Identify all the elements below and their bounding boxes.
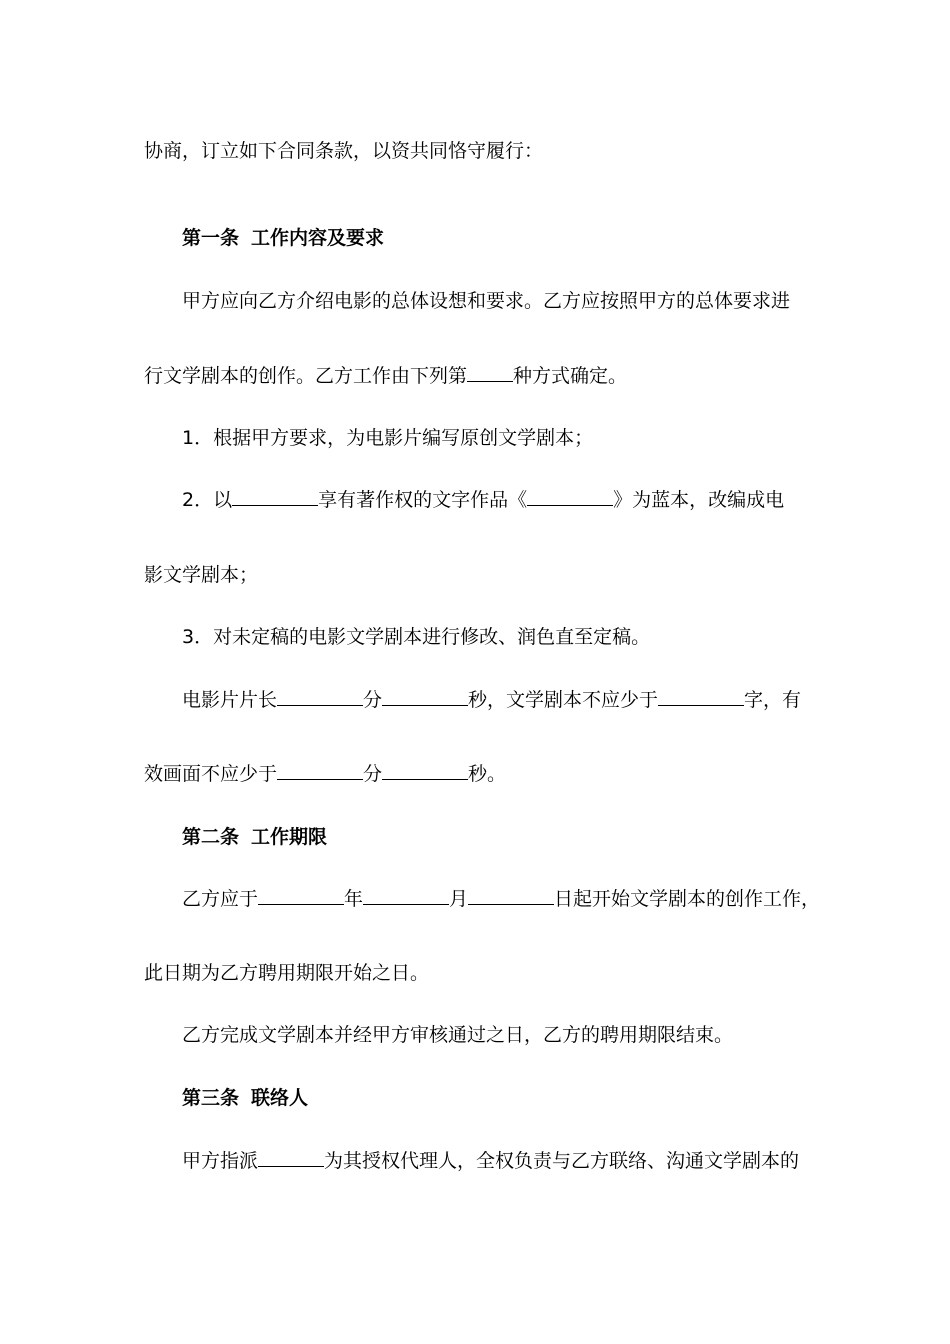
paragraph-text: 行文学剧本的创作。乙方工作由下列第 — [144, 365, 468, 387]
intro-text: 协商，订立如下合同条款，以资共同恪守履行： — [144, 140, 544, 162]
paragraph-text: 秒，文学剧本不应少于 — [468, 689, 659, 711]
article1-paragraph1-line1 — [182, 288, 790, 314]
item-text: 》为蓝本，改编成电 — [613, 489, 785, 511]
fill-blank-word-count — [658, 687, 744, 706]
article3-paragraph1-line1 — [182, 1148, 799, 1174]
paragraph-text: 甲方应向乙方介绍电影的总体设想和要求。乙方应按照甲方的总体要求进 — [182, 290, 791, 312]
paragraph-text: 分 — [363, 763, 383, 785]
paragraph-text: 种方式确定。 — [513, 365, 628, 387]
article1-paragraph2-line1 — [182, 687, 801, 713]
item-text: 2．以 — [182, 489, 233, 511]
paragraph-text: 月 — [449, 888, 469, 910]
item-text: 影文学剧本； — [144, 564, 259, 586]
paragraph-text: 字，有 — [744, 689, 802, 711]
fill-blank-method — [467, 363, 513, 382]
intro-line — [144, 138, 543, 164]
article1-item2-line1 — [182, 487, 784, 513]
item-text: 享有著作权的文字作品《 — [318, 489, 528, 511]
article1-paragraph2-line2 — [144, 761, 506, 787]
paragraph-text: 为其授权代理人，全权负责与乙方联络、沟通文学剧本的 — [324, 1150, 800, 1172]
article1-title: 工作内容及要求 — [251, 227, 385, 249]
article2-number: 第二条 — [182, 826, 240, 848]
fill-blank-month — [363, 886, 449, 905]
paragraph-text: 年 — [344, 888, 364, 910]
paragraph-text: 甲方指派 — [182, 1150, 259, 1172]
fill-blank-seconds — [382, 687, 468, 706]
paragraph-text: 分 — [363, 689, 383, 711]
paragraph-text: 秒。 — [468, 763, 507, 785]
paragraph-text: 乙方完成文学剧本并经甲方审核通过之日，乙方的聘用期限结束。 — [182, 1024, 734, 1046]
fill-blank-copyright-owner — [232, 487, 318, 506]
article2-paragraph2 — [182, 1022, 733, 1048]
item-text: 3．对未定稿的电影文学剧本进行修改、润色直至定稿。 — [182, 626, 651, 648]
article2-paragraph1-line1 — [182, 886, 820, 912]
article1-paragraph1-line2 — [144, 363, 627, 389]
article2-heading — [182, 824, 327, 850]
fill-blank-work-title — [527, 487, 613, 506]
article3-heading — [182, 1085, 308, 1111]
article2-title: 工作期限 — [251, 826, 328, 848]
article3-title: 联络人 — [251, 1087, 309, 1109]
paragraph-text: 日起开始文学剧本的创作工作， — [554, 888, 821, 910]
article2-paragraph1-line2 — [144, 960, 429, 986]
paragraph-text: 效画面不应少于 — [144, 763, 278, 785]
article1-item2-line2 — [144, 562, 258, 588]
article3-number: 第三条 — [182, 1087, 240, 1109]
fill-blank-year — [258, 886, 344, 905]
paragraph-text: 电影片片长 — [182, 689, 278, 711]
item-text: 1．根据甲方要求，为电影片编写原创文学剧本； — [182, 427, 594, 449]
article1-number: 第一条 — [182, 227, 240, 249]
fill-blank-effective-seconds — [382, 761, 468, 780]
paragraph-text: 乙方应于 — [182, 888, 259, 910]
fill-blank-agent — [258, 1148, 324, 1167]
fill-blank-effective-minutes — [277, 761, 363, 780]
fill-blank-day — [468, 886, 554, 905]
article1-heading — [182, 225, 384, 251]
article1-item3 — [182, 624, 650, 650]
paragraph-text: 此日期为乙方聘用期限开始之日。 — [144, 962, 430, 984]
article1-item1 — [182, 425, 593, 451]
fill-blank-minutes — [277, 687, 363, 706]
